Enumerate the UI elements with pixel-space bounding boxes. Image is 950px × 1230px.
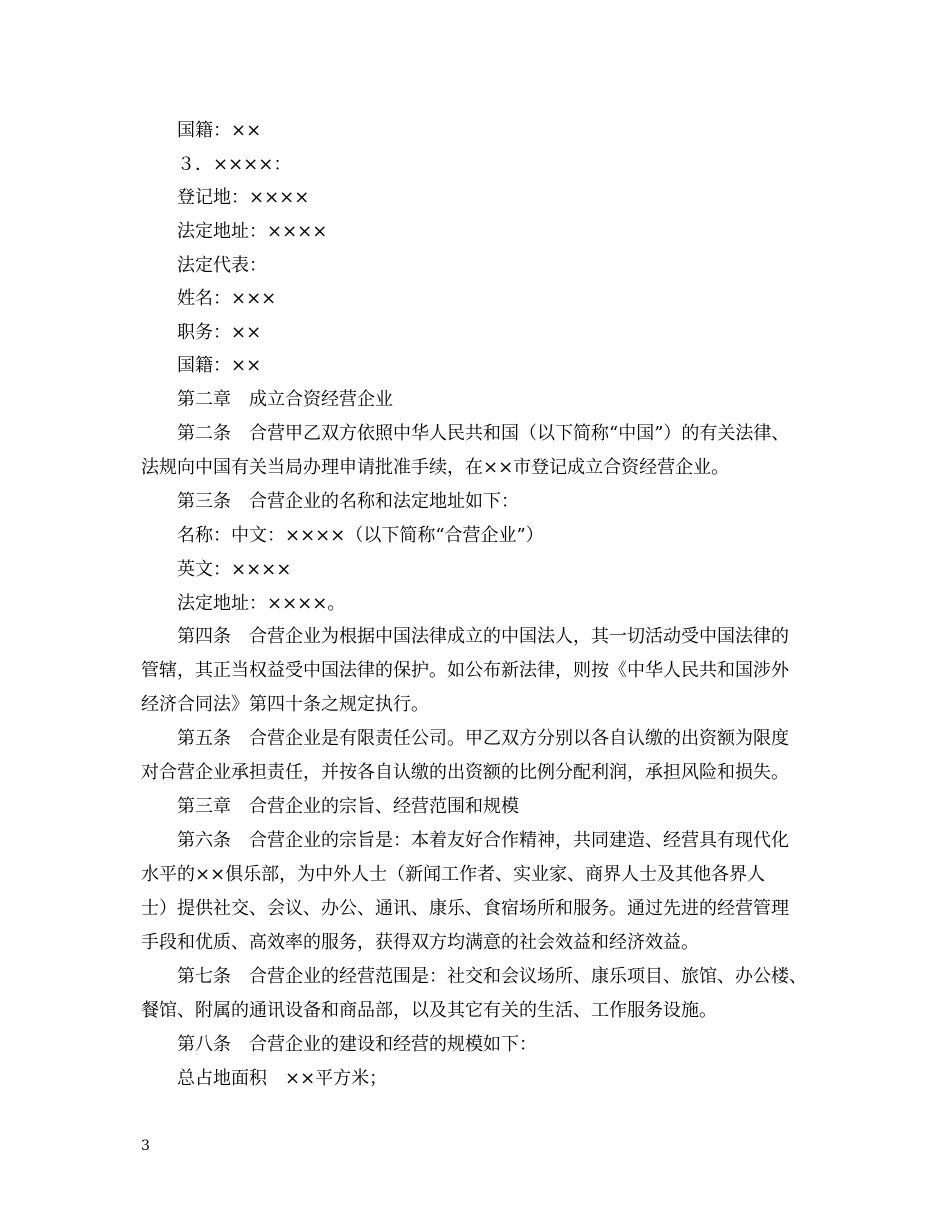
chapter-heading: 第二章 成立合资经营企业 xyxy=(177,389,393,410)
text-line: 第七条 合营企业的经营范围是：社交和会议场所、康乐项目、旅馆、办公楼、 xyxy=(177,966,807,987)
text-line: 姓名：××× xyxy=(177,288,277,309)
text-line: 总占地面积 ××平方米； xyxy=(177,1068,388,1089)
text-line: ３．××××： xyxy=(177,154,292,175)
text-line: 手段和优质、高效率的服务，获得双方均满意的社会效益和经济效益。 xyxy=(141,932,699,953)
text-line: 士）提供社交、会议、办公、通讯、康乐、食宿场所和服务。通过先进的经营管理 xyxy=(141,898,789,919)
text-line: 第五条 合营企业是有限责任公司。甲乙双方分别以各自认缴的出资额为限度 xyxy=(177,728,789,749)
text-line: 第四条 合营企业为根据中国法律成立的中国法人，其一切活动受中国法律的 xyxy=(177,626,789,647)
text-line: 第六条 合营企业的宗旨是：本着友好合作精神，共同建造、经营具有现代化 xyxy=(177,830,789,851)
text-line: 法规向中国有关当局办理申请批准手续，在××市登记成立合资经营企业。 xyxy=(141,457,730,478)
text-line: 法定代表： xyxy=(177,255,267,276)
text-line: 法定地址：×××× xyxy=(177,221,328,242)
text-line: 国籍：×× xyxy=(177,120,262,141)
text-line: 第八条 合营企业的建设和经营的规模如下： xyxy=(177,1034,537,1055)
text-line: 第二条 合营甲乙双方依照中华人民共和国（以下简称“中国”）的有关法律、 xyxy=(177,423,790,444)
text-line: 管辖，其正当权益受中国法律的保护。如公布新法律，则按《中华人民共和国涉外 xyxy=(141,660,789,681)
text-line: 经济合同法》第四十条之规定执行。 xyxy=(141,694,429,715)
text-line: 餐馆、附属的通讯设备和商品部，以及其它有关的生活、工作服务设施。 xyxy=(141,1000,717,1021)
text-line: 英文：×××× xyxy=(177,559,292,580)
page-number: 3 xyxy=(141,1138,150,1154)
text-line: 职务：×× xyxy=(177,322,262,343)
text-line: 国籍：×× xyxy=(177,355,262,376)
text-line: 对合营企业承担责任，并按各自认缴的出资额的比例分配利润，承担风险和损失。 xyxy=(141,762,789,783)
chapter-heading: 第三章 合营企业的宗旨、经营范围和规模 xyxy=(177,796,519,817)
text-line: 水平的××俱乐部，为中外人士（新闻工作者、实业家、商界人士及其他各界人 xyxy=(141,864,766,885)
text-line: 名称：中文：××××（以下简称“合营企业”） xyxy=(177,525,544,546)
text-line: 第三条 合营企业的名称和法定地址如下： xyxy=(177,491,519,512)
text-line: 法定地址：××××。 xyxy=(177,593,346,614)
text-line: 登记地：×××× xyxy=(177,187,310,208)
